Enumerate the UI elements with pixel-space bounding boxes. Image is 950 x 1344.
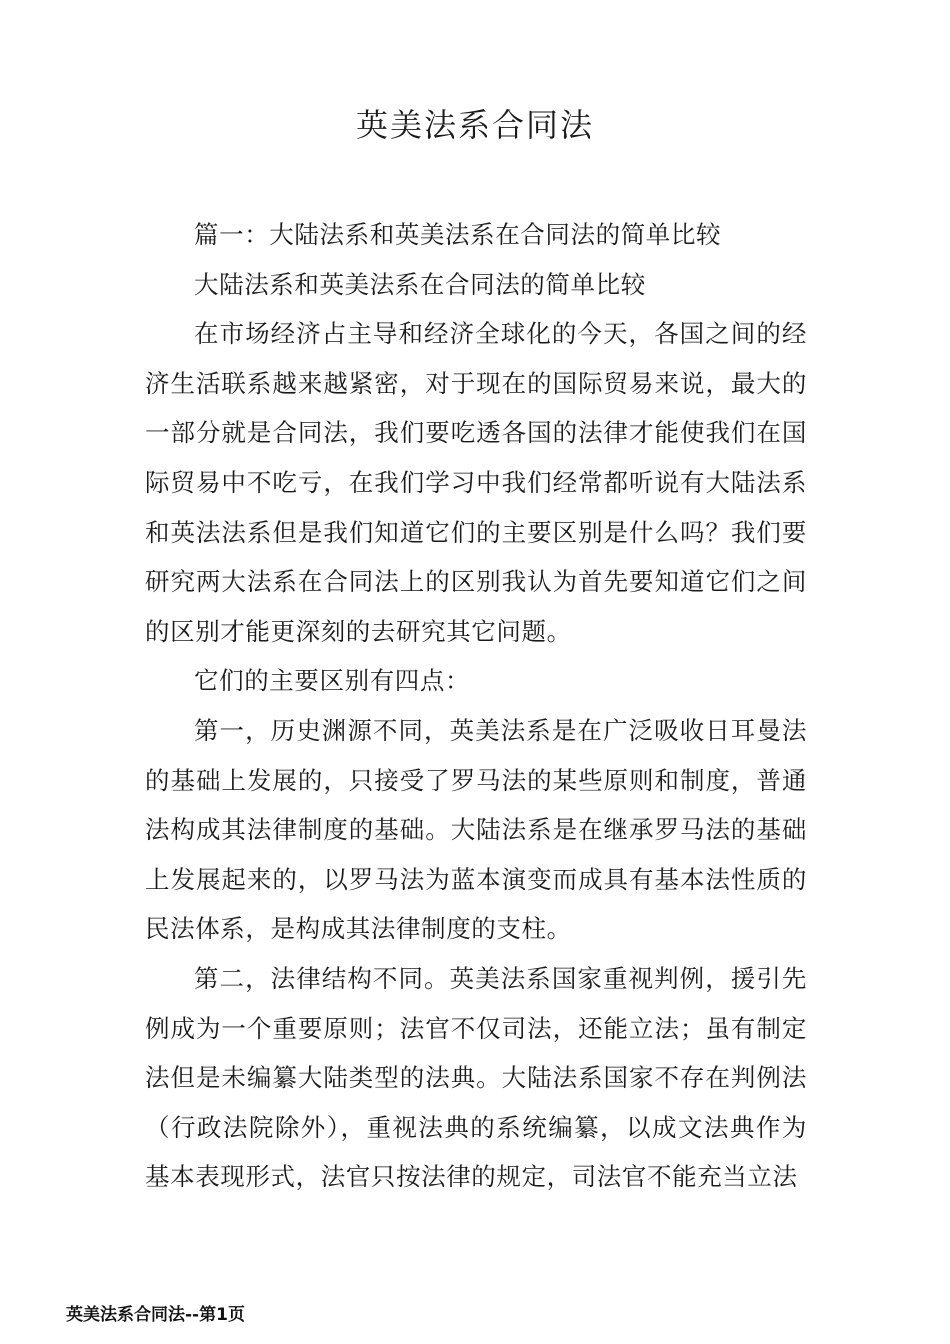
paragraph-second-difference: 第二，法律结构不同。英美法系国家重视判例，援引先例成为一个重要原则；法官不仅司法，还能立法；虽有制定法但是未编纂大陆类型的法典。大陆法系国家不存在判例法（行政法院除外），重视法典的系统编纂，以成文法典作为基本表现形式，法官只按法律的规定，司法官不能充当立法 xyxy=(145,963,807,1192)
paragraph-first-difference: 第一，历史渊源不同，英美法系是在广泛吸收日耳曼法的基础上发展的，只接受了罗马法的某些原则和制度，普通法构成其法律制度的基础。大陆法系是在继承罗马法的基础上发展起来的，以罗马法为蓝本演变而成具有基本法性质的民法体系，是构成其法律制度的支柱。 xyxy=(145,715,807,944)
page-footer: 英美法系合同法--第1页 xyxy=(66,1305,245,1325)
document-title: 英美法系合同法 xyxy=(355,106,594,144)
paragraph-subtitle: 大陆法系和英美法系在合同法的简单比较 xyxy=(194,269,646,299)
document-body xyxy=(145,210,807,1202)
paragraph-intro: 在市场经济占主导和经济全球化的今天，各国之间的经济生活联系越来越紧密，对于现在的国际贸易来说，最大的一部分就是合同法，我们要吃透各国的法律才能使我们在国际贸易中不吃亏，在我们学习中我们经常都听说有大陆法系和英法法系但是我们知道它们的主要区别是什么吗？我们要研究两大法系在合同法上的区别我认为首先要知道它们之间的区别才能更深刻的去研究其它问题。 xyxy=(145,319,807,646)
paragraph-differences-lead: 它们的主要区别有四点： xyxy=(194,666,471,696)
paragraph-section-heading: 篇一：大陆法系和英美法系在合同法的简单比较 xyxy=(194,220,722,249)
